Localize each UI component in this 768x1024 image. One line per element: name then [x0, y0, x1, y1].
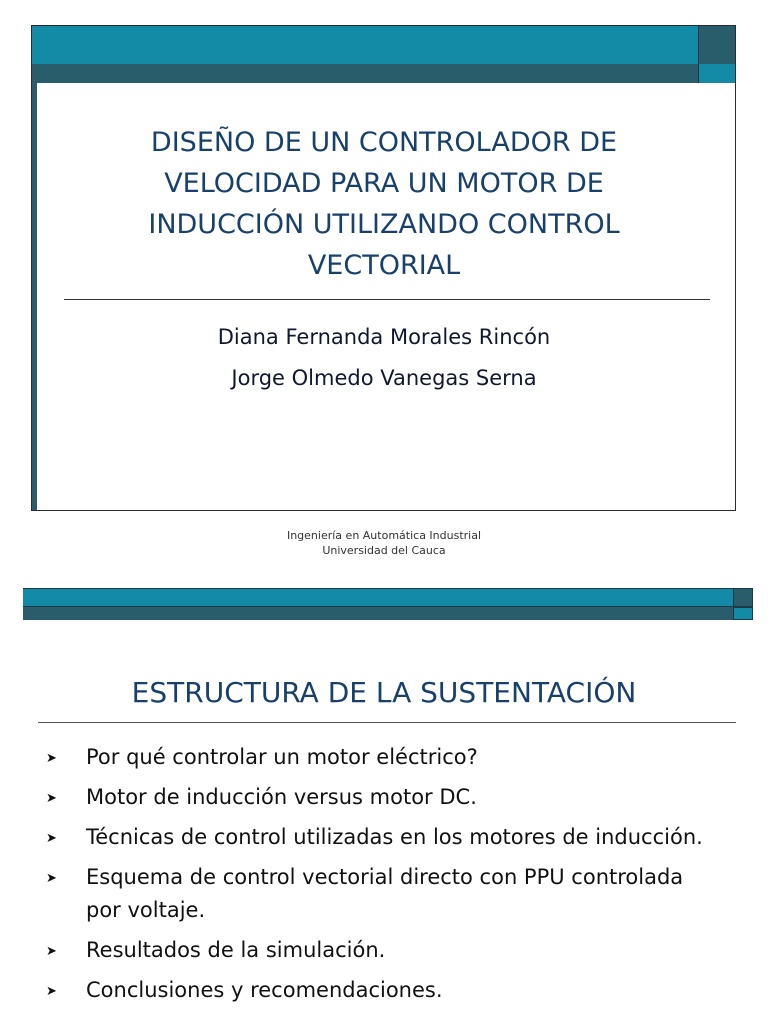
slide-2-title: ESTRUCTURA DE LA SUSTENTACIÓN [131, 676, 637, 709]
list-item [44, 781, 704, 814]
footer-program: Ingeniería en Automática Industrial [286, 529, 482, 542]
arrowhead-bullet-icon: ➤ [46, 831, 57, 846]
author-name: Diana Fernanda Morales Rincón [217, 325, 551, 349]
title-line: VECTORIAL [307, 250, 461, 281]
list-item [44, 934, 704, 967]
slide-1-header-bar [32, 26, 698, 64]
slide-1-header-bar-dark [32, 64, 698, 83]
slide-1-corner-square-dark [698, 26, 735, 64]
slide-1-divider [64, 299, 710, 300]
slide-2-divider [38, 722, 736, 723]
footer-university: Universidad del Cauca [322, 544, 446, 557]
author-name: Jorge Olmedo Vanegas Serna [231, 366, 537, 390]
slide-2-corner-square-light [733, 607, 753, 620]
title-line: DISEÑO DE UN CONTROLADOR DE [150, 127, 618, 158]
slide-2-corner-square-dark [733, 588, 753, 607]
list-item [44, 821, 704, 854]
list-item-text: Resultados de la simulación. [86, 938, 386, 962]
list-item-text: Esquema de control vectorial directo con PPU controlada por voltaje. [86, 865, 684, 922]
list-item [44, 741, 704, 774]
title-line: VELOCIDAD PARA UN MOTOR DE [164, 168, 604, 199]
arrowhead-bullet-icon: ➤ [46, 984, 57, 999]
slide-1-left-accent-line [32, 83, 37, 510]
slide-1-corner-square-light [698, 64, 735, 83]
list-item-text: Motor de inducción versus motor DC. [86, 785, 477, 809]
list-item [44, 974, 704, 1007]
list-item-text: Por qué controlar un motor eléctrico? [86, 745, 478, 769]
slide-1-title [60, 122, 708, 286]
arrowhead-bullet-icon: ➤ [46, 944, 57, 959]
list-item [44, 861, 704, 927]
title-line: INDUCCIÓN UTILIZANDO CONTROL [148, 209, 620, 240]
slide-2-header-bar [23, 588, 733, 607]
arrowhead-bullet-icon: ➤ [46, 751, 57, 766]
list-item-text: Conclusiones y recomendaciones. [86, 978, 443, 1002]
arrowhead-bullet-icon: ➤ [46, 791, 57, 806]
slide-2-header-bar-dark [23, 607, 733, 620]
arrowhead-bullet-icon: ➤ [46, 871, 57, 886]
agenda-list [44, 741, 704, 1014]
list-item-text: Técnicas de control utilizadas en los motores de inducción. [86, 825, 703, 849]
slide-1-footer [184, 528, 584, 558]
